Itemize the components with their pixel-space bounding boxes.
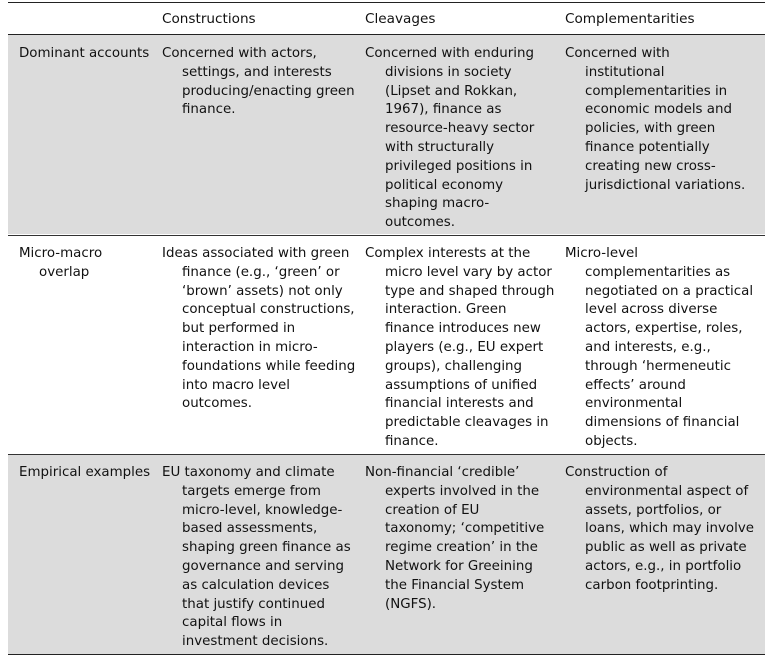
table-header-row [8, 3, 765, 34]
cell-cleavages: Complex interests at the micro level vary by actor type and shaped through interaction. Green finance introduces new players (e.g., EU expert groups), challenging assumptions of unified financial interests and predictable cleavages in finance. [365, 246, 555, 449]
cell-cleavages: Concerned with enduring divisions in society (Lipset and Rokkan, 1967), finance as resource-heavy sector with structurally privileged positions in political economy shaping macro- outcomes. [365, 46, 535, 231]
cell-complementarities: Construction of environmental aspect of assets, portfolios, or loans, which may involve public as well as private actors, e.g., in portfolio carbon footprinting. [565, 465, 754, 593]
row-label: Micro-macro overlap [19, 246, 103, 280]
cell-constructions: Concerned with actors, settings, and interests producing/enacting green finance. [162, 46, 355, 118]
table-row-empirical-examples [8, 455, 765, 654]
table-row-dominant-accounts [8, 35, 765, 234]
table-bottom-rule [8, 654, 765, 655]
cell-constructions: Ideas associated with green finance (e.g., ‘green’ or ‘brown’ assets) not only conceptual constructions, but performed in interaction in micro- foundations while feeding into macro level outcomes. [162, 246, 356, 412]
cell-complementarities: Micro-level complementarities as negotiated on a practical level across diverse actors, expertise, roles, and interests, e.g., through ‘hermeneutic effects’ around environmental dimensions of financial objects. [565, 246, 754, 449]
cell-complementarities: Concerned with institutional complementarities in economic models and policies, with green finance potentially creating new cross- jurisdictional variations. [565, 46, 746, 193]
cell-cleavages: Non-financial ‘credible’ experts involved in the creation of EU taxonomy; ‘competitive regime creation’ in the Network for Greeining the Financial System (NGFS). [365, 465, 545, 612]
row-label: Dominant accounts [19, 46, 150, 61]
header-cell-constructions: Constructions [162, 11, 256, 27]
table-row-micro-macro-overlap [8, 236, 765, 454]
row-label: Empirical examples [19, 465, 151, 480]
header-cell-complementarities: Complementarities [565, 11, 695, 27]
cell-constructions: EU taxonomy and climate targets emerge from micro-level, knowledge- based assessments, shaping green finance as governance and serving as calculation devices that justify continued capital flows in investment decisions. [162, 465, 351, 650]
header-cell-cleavages: Cleavages [365, 11, 436, 27]
